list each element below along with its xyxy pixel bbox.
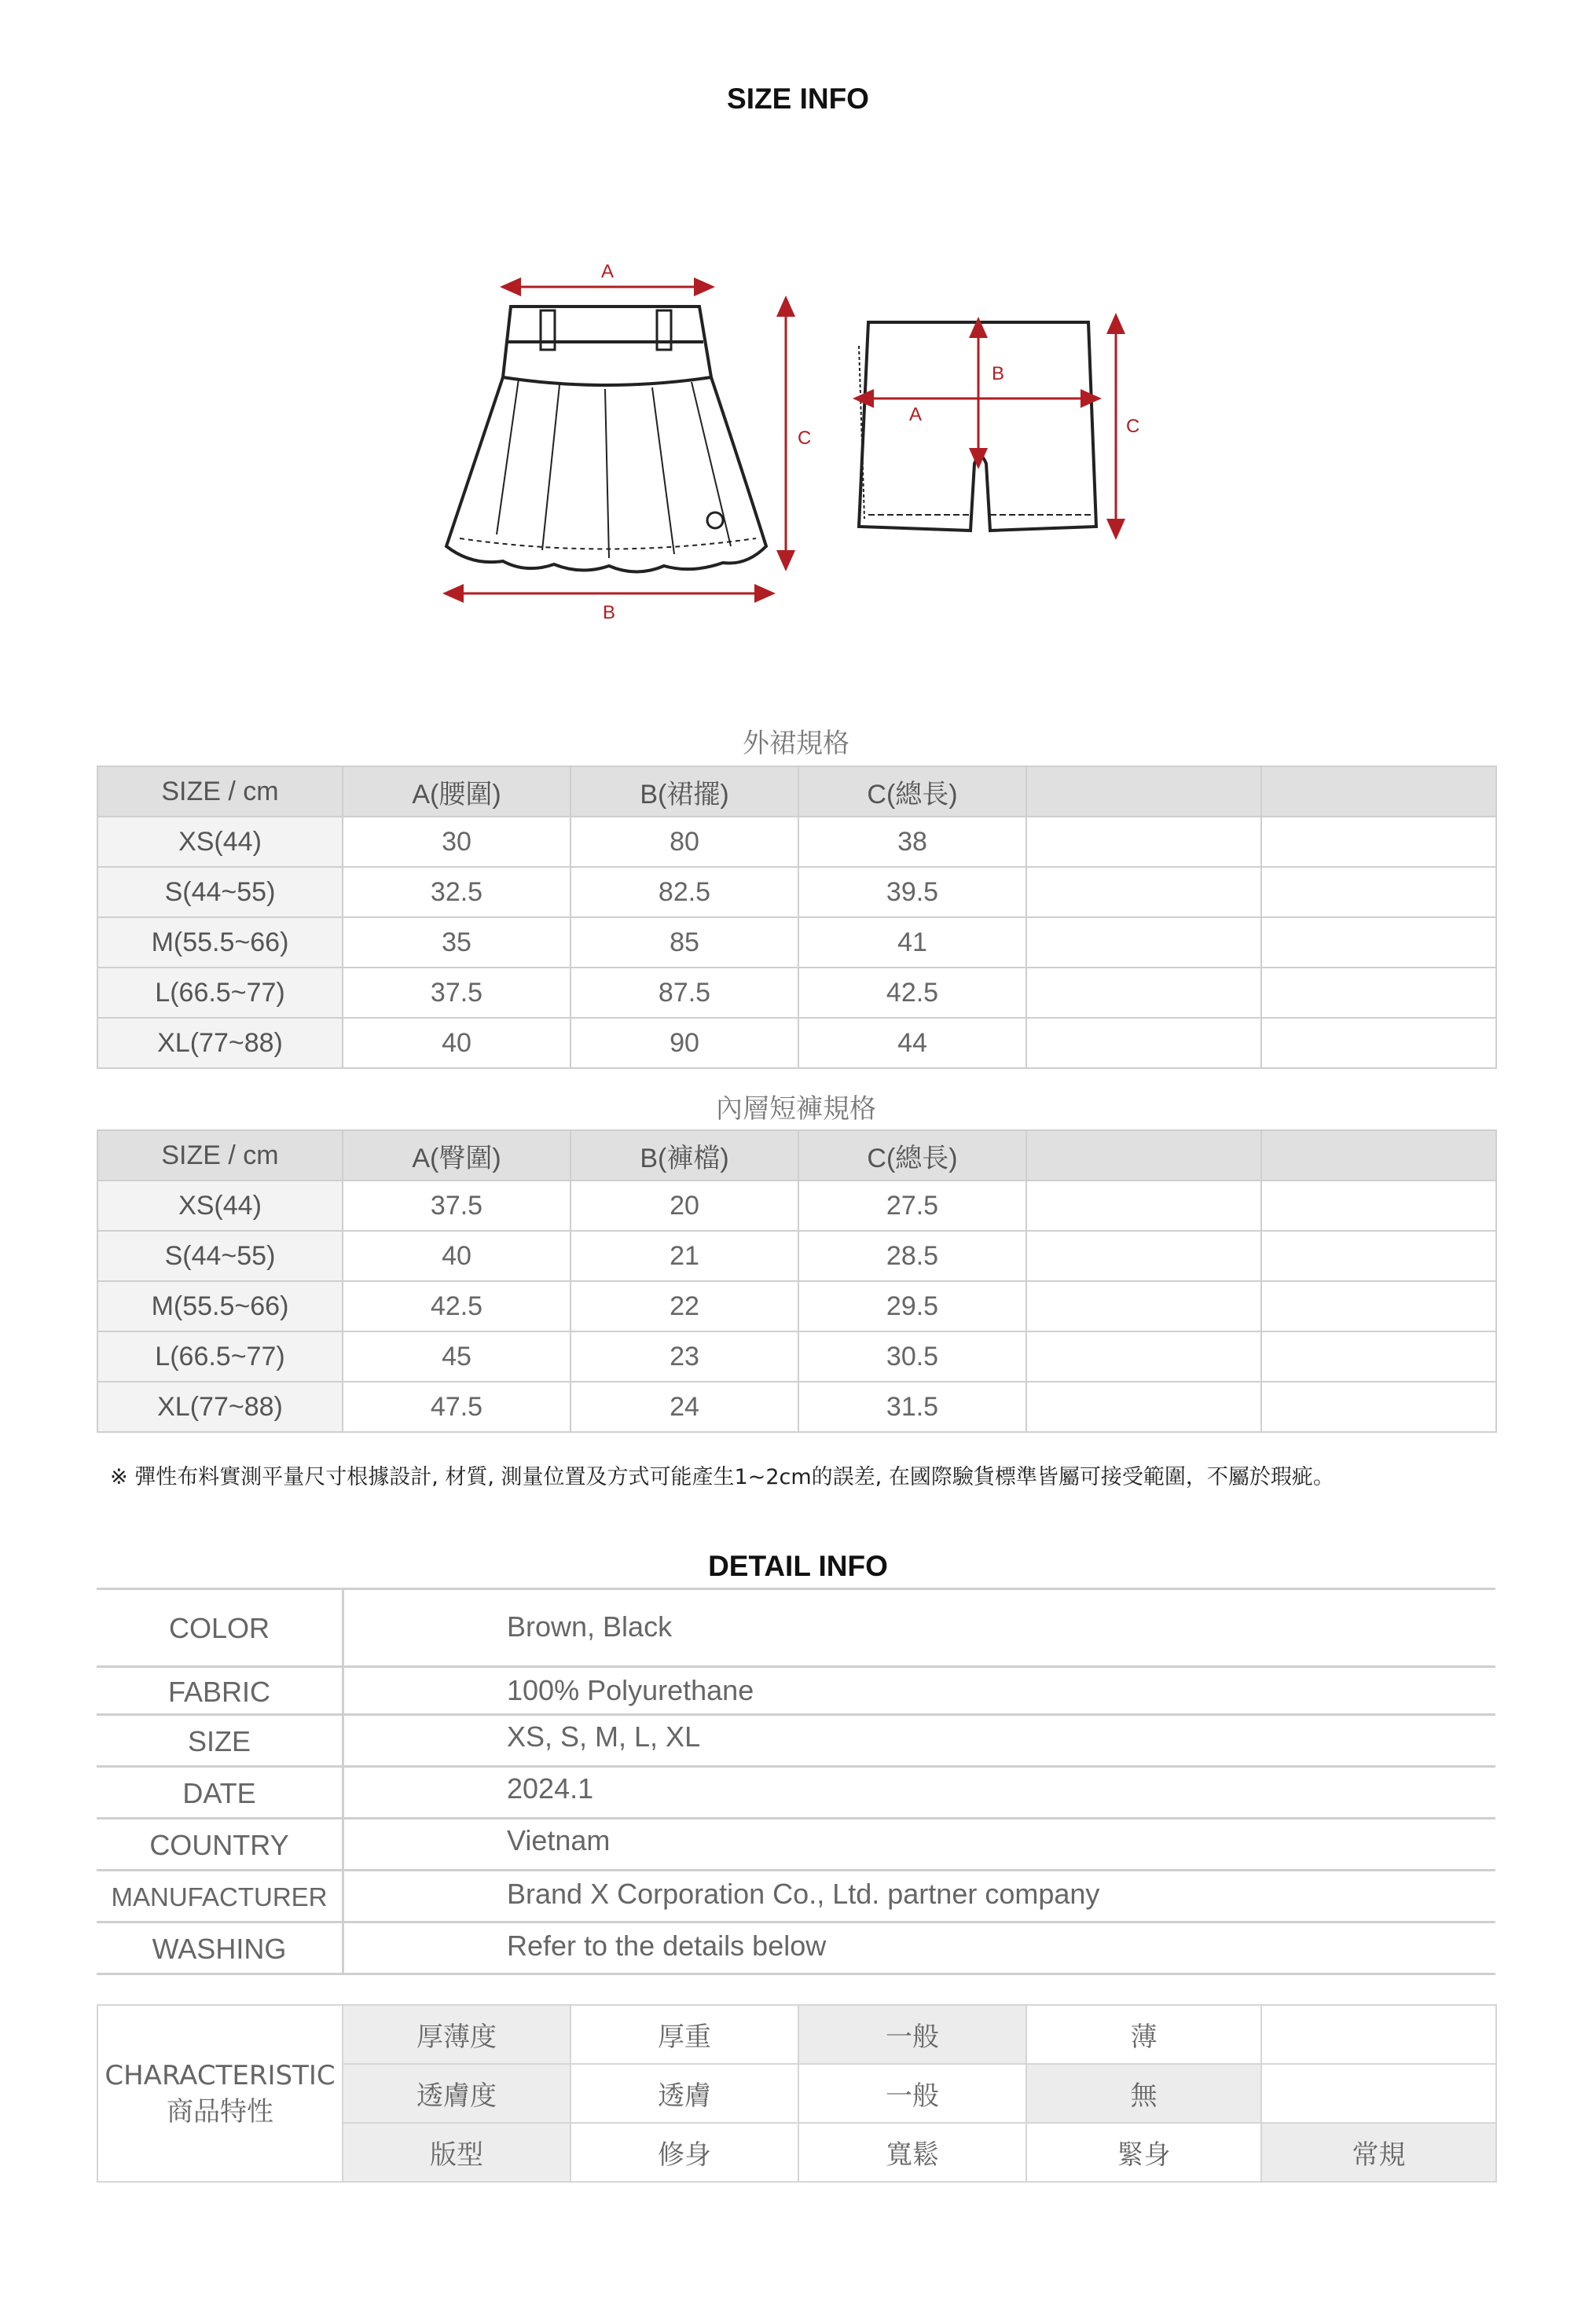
header-cell: SIZE / cm	[97, 1130, 343, 1181]
skirt-label-c: C	[798, 428, 812, 449]
skirt-label-b: B	[602, 602, 616, 623]
table-cell: 40	[343, 1231, 571, 1281]
size-cell: XL(77~88)	[97, 1382, 343, 1432]
size-cell: M(55.5~66)	[97, 1281, 343, 1331]
characteristic-option: 透膚	[571, 2064, 798, 2123]
characteristic-option: 寬鬆	[798, 2123, 1026, 2182]
characteristic-name: 版型	[343, 2123, 571, 2182]
measurement-note: ※ 彈性布料實測平量尺寸根據設計, 材質, 測量位置及方式可能產生1~2cm的誤差, 在國際驗貨標準皆屬可接受範圍，不屬於瑕疵。	[110, 1465, 1334, 1489]
characteristic-name: 厚薄度	[343, 2005, 571, 2064]
table-cell	[1026, 1231, 1261, 1281]
table-cell	[1026, 1018, 1261, 1068]
characteristic-option: 厚重	[571, 2005, 798, 2064]
detail-row-fabric	[97, 1665, 1495, 1713]
table-cell: 87.5	[571, 968, 798, 1018]
detail-row-washing	[97, 1921, 1495, 1975]
characteristic-label-zh: 商品特性	[167, 2095, 273, 2128]
characteristic-table	[97, 2004, 1497, 2183]
table-cell: 28.5	[798, 1231, 1026, 1281]
detail-value: Vietnam	[507, 1824, 611, 1856]
characteristic-option-selected: 無	[1026, 2064, 1261, 2123]
skirt-measure-c	[786, 305, 811, 562]
detail-info-title: DETAIL INFO	[708, 1550, 888, 1582]
table-cell	[1026, 968, 1261, 1018]
table-cell: 42.5	[343, 1281, 571, 1331]
table-cell: 85	[571, 917, 798, 968]
table-cell: 32.5	[343, 867, 571, 917]
skirt-label-a: A	[600, 261, 615, 282]
table-cell: 40	[343, 1018, 571, 1068]
detail-row-manufacturer	[97, 1869, 1495, 1921]
detail-value: XS, S, M, L, XL	[507, 1720, 701, 1753]
header-cell: SIZE / cm	[97, 766, 343, 817]
table-cell: 20	[571, 1181, 798, 1231]
shorts-table-caption: 內層短褲規格	[716, 1093, 876, 1125]
skirt-measure-a	[509, 261, 706, 287]
table-cell	[1026, 817, 1261, 867]
table-row	[97, 968, 1496, 1018]
table-row	[97, 1331, 1496, 1382]
size-cell: S(44~55)	[97, 1231, 343, 1281]
detail-key: COLOR	[168, 1612, 270, 1644]
characteristic-option: 薄	[1026, 2005, 1261, 2064]
table-row	[97, 1231, 1496, 1281]
size-cell: L(66.5~77)	[97, 1331, 343, 1382]
detail-key: FABRIC	[167, 1676, 271, 1708]
characteristic-option	[1261, 2005, 1496, 2064]
characteristic-option	[1261, 2064, 1496, 2123]
size-cell: M(55.5~66)	[97, 917, 343, 968]
detail-key: MANUFACTURER	[111, 1882, 328, 1911]
table-cell: 37.5	[343, 1181, 571, 1231]
header-cell	[1026, 1130, 1261, 1181]
header-cell: A(腰圍)	[343, 766, 571, 817]
table-cell	[1261, 968, 1496, 1018]
header-cell: B(褲檔)	[571, 1130, 798, 1181]
table-cell	[1261, 917, 1496, 968]
shorts-label-a: A	[908, 404, 923, 425]
table-cell	[1261, 817, 1496, 867]
detail-row-size	[97, 1713, 1495, 1765]
table-header-row	[97, 1130, 1496, 1181]
size-cell: L(66.5~77)	[97, 968, 343, 1018]
table-cell	[1261, 1281, 1496, 1331]
shorts-measure-c	[1116, 322, 1139, 531]
table-cell	[1261, 1018, 1496, 1068]
table-cell	[1026, 867, 1261, 917]
detail-row-color	[97, 1588, 1495, 1665]
header-cell	[1261, 1130, 1496, 1181]
header-cell: A(臀圍)	[343, 1130, 571, 1181]
detail-key: DATE	[182, 1777, 256, 1809]
table-cell: 21	[571, 1231, 798, 1281]
characteristic-label	[97, 2005, 343, 2182]
detail-value: Brand X Corporation Co., Ltd. partner company	[507, 1878, 1100, 1910]
table-cell: 30.5	[798, 1331, 1026, 1382]
table-cell	[1026, 917, 1261, 968]
table-cell	[1261, 867, 1496, 917]
table-cell: 82.5	[571, 867, 798, 917]
table-cell: 44	[798, 1018, 1026, 1068]
table-header-row	[97, 766, 1496, 817]
table-row	[97, 917, 1496, 968]
shorts-label-c: C	[1126, 416, 1140, 437]
table-cell: 24	[571, 1382, 798, 1432]
characteristic-option-selected: 一般	[798, 2005, 1026, 2064]
table-row	[97, 817, 1496, 867]
characteristic-option: 修身	[571, 2123, 798, 2182]
header-cell: C(總長)	[798, 1130, 1026, 1181]
detail-key: WASHING	[152, 1933, 287, 1965]
table-row	[97, 867, 1496, 917]
table-row	[97, 1181, 1496, 1231]
skirt-drawing	[446, 307, 766, 572]
table-cell: 45	[343, 1331, 571, 1382]
header-cell: B(裙擺)	[571, 766, 798, 817]
size-cell: XS(44)	[97, 1181, 343, 1231]
header-cell	[1261, 766, 1496, 817]
table-cell: 23	[571, 1331, 798, 1382]
characteristic-row	[97, 2005, 1496, 2064]
table-cell: 35	[343, 917, 571, 968]
header-cell	[1026, 766, 1261, 817]
detail-value: 100% Polyurethane	[507, 1674, 754, 1706]
size-cell: XS(44)	[97, 817, 343, 867]
table-cell: 31.5	[798, 1382, 1026, 1432]
detail-key: COUNTRY	[149, 1829, 289, 1861]
detail-value: 2024.1	[507, 1772, 594, 1805]
shorts-size-table	[97, 1129, 1497, 1433]
table-cell	[1261, 1181, 1496, 1231]
table-cell	[1261, 1231, 1496, 1281]
characteristic-name: 透膚度	[343, 2064, 571, 2123]
size-cell: XL(77~88)	[97, 1018, 343, 1068]
table-cell	[1261, 1382, 1496, 1432]
size-cell: S(44~55)	[97, 867, 343, 917]
table-row	[97, 1018, 1496, 1068]
table-cell: 42.5	[798, 968, 1026, 1018]
characteristic-label-en: CHARACTERISTIC	[105, 2059, 336, 2091]
detail-info-list	[97, 1588, 1495, 1975]
table-cell: 47.5	[343, 1382, 571, 1432]
table-cell	[1026, 1382, 1261, 1432]
table-cell: 41	[798, 917, 1026, 968]
table-cell	[1026, 1331, 1261, 1382]
skirt-size-table	[97, 766, 1497, 1069]
table-cell: 27.5	[798, 1181, 1026, 1231]
detail-value: Brown, Black	[507, 1610, 673, 1643]
table-cell: 30	[343, 817, 571, 867]
table-cell: 22	[571, 1281, 798, 1331]
detail-value: Refer to the details below	[507, 1930, 827, 1962]
table-cell: 38	[798, 817, 1026, 867]
table-row	[97, 1382, 1496, 1432]
table-row	[97, 1281, 1496, 1331]
table-cell: 80	[571, 817, 798, 867]
garment-diagram	[0, 236, 1596, 644]
detail-row-date	[97, 1765, 1495, 1817]
skirt-measure-b	[452, 593, 766, 623]
size-info-title: SIZE INFO	[727, 83, 869, 115]
table-cell	[1026, 1281, 1261, 1331]
table-cell: 90	[571, 1018, 798, 1068]
detail-key: SIZE	[187, 1725, 251, 1757]
table-cell	[1261, 1331, 1496, 1382]
skirt-table-caption: 外裙規格	[743, 728, 849, 759]
characteristic-option: 一般	[798, 2064, 1026, 2123]
characteristic-option-selected: 常規	[1261, 2123, 1496, 2182]
table-cell: 39.5	[798, 867, 1026, 917]
table-cell: 29.5	[798, 1281, 1026, 1331]
table-cell	[1026, 1181, 1261, 1231]
shorts-label-b: B	[992, 363, 1005, 384]
table-cell: 37.5	[343, 968, 571, 1018]
header-cell: C(總長)	[798, 766, 1026, 817]
characteristic-option: 緊身	[1026, 2123, 1261, 2182]
detail-row-country	[97, 1817, 1495, 1869]
